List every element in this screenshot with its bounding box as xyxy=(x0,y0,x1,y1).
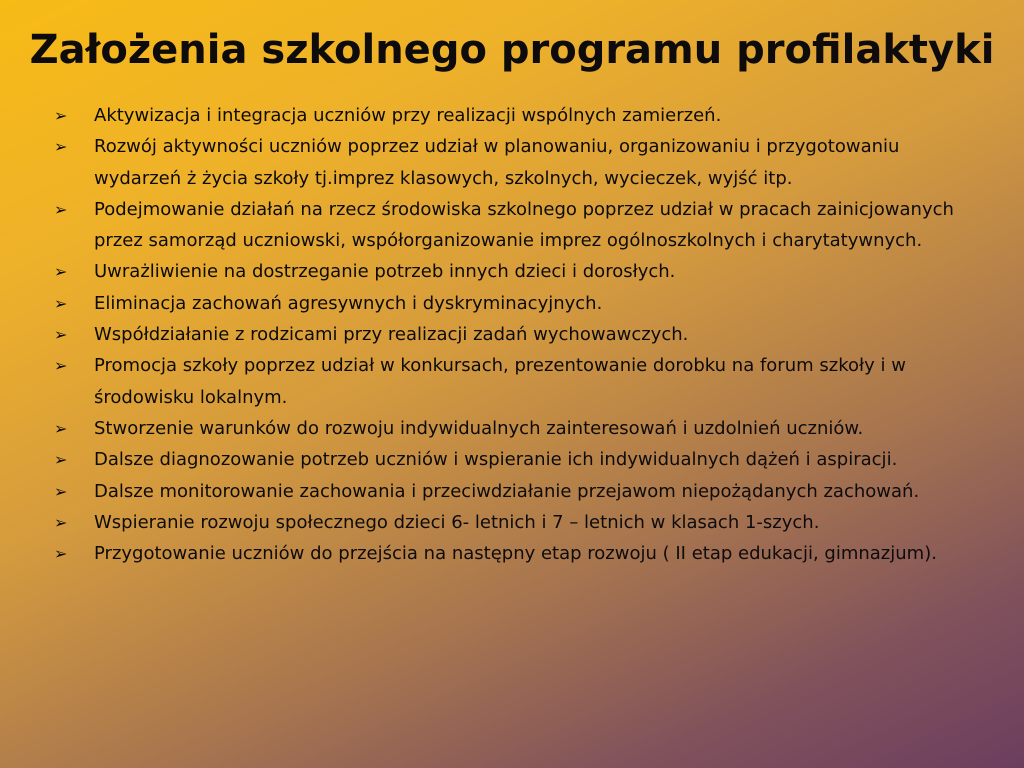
arrow-bullet-icon: ➢ xyxy=(54,450,68,470)
list-item-text: Eliminacja zachowań agresywnych i dyskryminacyjnych. xyxy=(94,292,603,314)
bullet-list xyxy=(54,100,974,569)
list-item xyxy=(54,538,974,569)
arrow-bullet-icon: ➢ xyxy=(54,293,68,313)
list-item-text: Stworzenie warunków do rozwoju indywidualnych zainteresowań i uzdolnień uczniów. xyxy=(94,417,864,439)
arrow-bullet-icon: ➢ xyxy=(54,544,68,564)
list-item xyxy=(54,507,974,538)
slide-title: Założenia szkolnego programu profilaktyki xyxy=(29,27,995,73)
list-item xyxy=(54,256,974,287)
arrow-bullet-icon: ➢ xyxy=(54,325,68,345)
arrow-bullet-icon: ➢ xyxy=(54,356,68,376)
list-item xyxy=(54,413,974,444)
arrow-bullet-icon: ➢ xyxy=(54,106,68,125)
list-item-text: Dalsze diagnozowanie potrzeb uczniów i wspieranie ich indywidualnych dążeń i aspiracji. xyxy=(94,449,898,471)
list-item xyxy=(54,288,974,319)
list-item-text: Aktywizacja i integracja uczniów przy realizacji wspólnych zamierzeń. xyxy=(94,105,722,126)
list-item xyxy=(54,100,974,131)
list-item xyxy=(54,444,974,475)
list-item-text: Rozwój aktywności uczniów poprzez udział w planowaniu, organizowaniu i przygotowaniu wydarzeń ż życia szkoły tj.imprez klasowych, szkolnych, wycieczek, wyjść itp. xyxy=(94,136,900,189)
list-item xyxy=(54,350,974,413)
list-item-text: Dalsze monitorowanie zachowania i przeciwdziałanie przejawom niepożądanych zachowań. xyxy=(94,480,920,502)
list-item xyxy=(54,476,974,507)
list-item-text: Przygotowanie uczniów do przejścia na następny etap rozwoju ( II etap edukacji, gimnazjum). xyxy=(94,543,937,565)
arrow-bullet-icon: ➢ xyxy=(54,137,68,157)
list-item-text: Promocja szkoły poprzez udział w konkursach, prezentowanie dorobku na forum szkoły i w środowisku lokalnym. xyxy=(94,355,906,408)
list-item xyxy=(54,319,974,350)
arrow-bullet-icon: ➢ xyxy=(54,199,68,219)
list-item-text: Podejmowanie działań na rzecz środowiska szkolnego poprzez udział w pracach zainicjowanych przez samorząd uczniowski, współorganizowanie imprez ogólnoszkolnych i charytatywnych. xyxy=(94,198,954,252)
arrow-bullet-icon: ➢ xyxy=(54,418,68,438)
list-item xyxy=(54,131,974,194)
arrow-bullet-icon: ➢ xyxy=(54,512,68,532)
list-item-text: Uwrażliwienie na dostrzeganie potrzeb innych dzieci i dorosłych. xyxy=(94,261,676,283)
list-item-text: Współdziałanie z rodzicami przy realizacji zadań wychowawczych. xyxy=(94,324,689,346)
arrow-bullet-icon: ➢ xyxy=(54,481,68,501)
list-item-text: Wspieranie rozwoju społecznego dzieci 6- letnich i 7 – letnich w klasach 1-szych. xyxy=(94,511,820,533)
arrow-bullet-icon: ➢ xyxy=(54,262,68,282)
list-item xyxy=(54,194,974,257)
